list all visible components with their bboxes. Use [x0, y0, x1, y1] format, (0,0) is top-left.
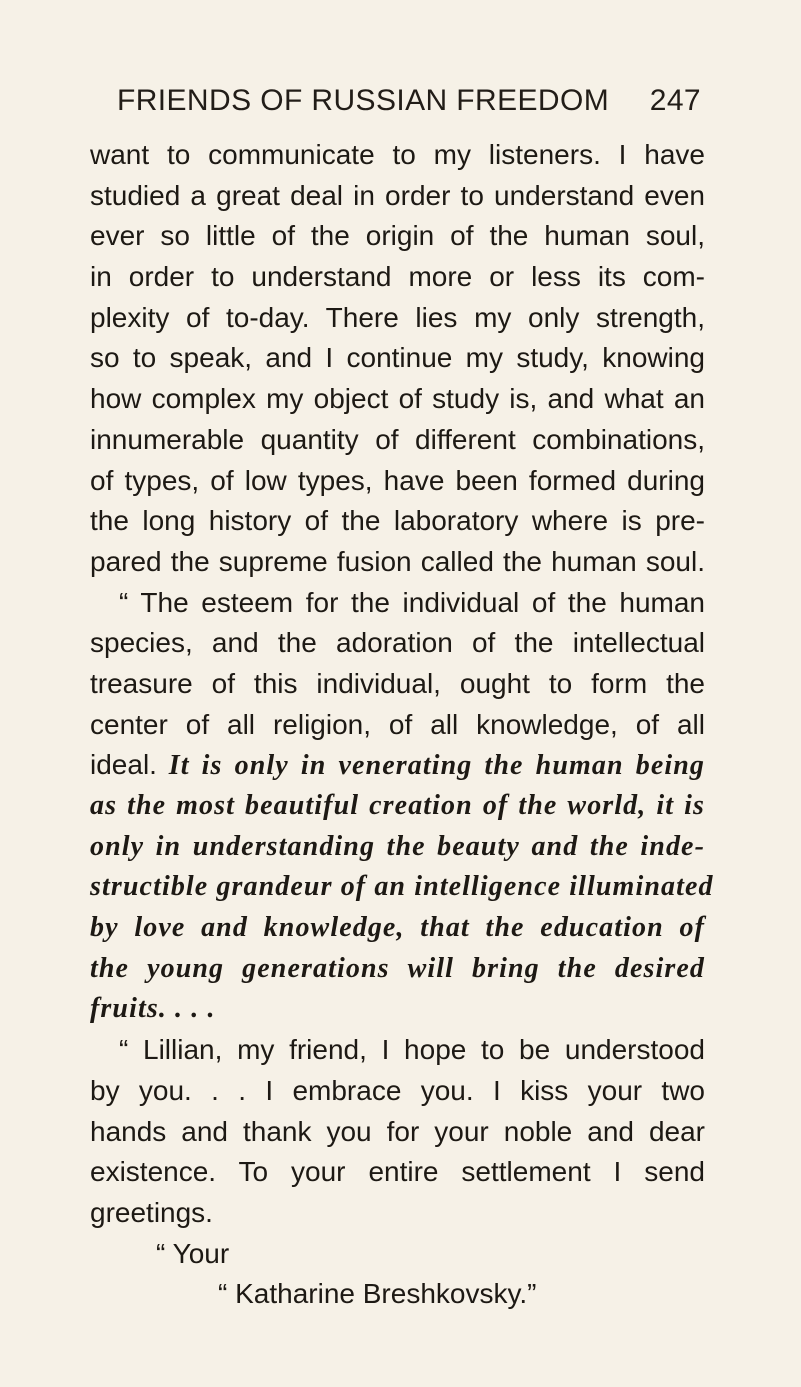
italic-line: structible grandeur of an intelligence illuminated — [90, 871, 714, 903]
text-line: greetings. — [90, 1196, 213, 1228]
text-line: want to communicate to my listeners. I have — [90, 139, 705, 170]
text-line: how complex my object of study is, and what an — [90, 383, 705, 415]
text-line: species, and the adoration of the intellectual — [90, 627, 705, 659]
text-line: by you. . . I embrace you. I kiss your two — [90, 1074, 705, 1106]
plain-text-fragment: ideal. — [90, 749, 169, 781]
running-title: FRIENDS OF RUSSIAN FREEDOM — [117, 84, 610, 117]
text-line: hands and thank you for your noble and dear — [90, 1115, 705, 1147]
signature-line: “ Katharine Breshkovsky.” — [218, 1278, 537, 1310]
text-line: ever so little of the origin of the human soul, — [90, 220, 705, 252]
paragraph-start-line: “ The esteem for the individual of the human — [119, 586, 705, 618]
mixed-style-line — [90, 745, 705, 786]
italic-text-fragment: It is only in venerating the human being — [168, 750, 705, 782]
text-line: so to speak, and I continue my study, knowing — [90, 342, 705, 374]
italic-line: the young generations will bring the desired — [90, 952, 705, 984]
italic-line: as the most beautiful creation of the world, it is — [90, 790, 705, 821]
text-line: innumerable quantity of different combinations, — [90, 423, 705, 455]
salutation-line: “ Your — [156, 1237, 230, 1269]
text-line: of types, of low types, have been formed during — [90, 464, 705, 496]
text-line: in order to understand more or less its com- — [90, 261, 705, 293]
italic-line: by love and knowledge, that the education of — [90, 912, 705, 944]
text-line: the long history of the laboratory where is pre- — [90, 505, 705, 537]
text-line: plexity of to-day. There lies my only strength, — [90, 301, 705, 333]
text-line: pared the supreme fusion called the human soul. — [90, 545, 705, 577]
text-line: studied a great deal in order to understand even — [90, 179, 705, 211]
paragraph-start-line: “ Lillian, my friend, I hope to be understood — [119, 1034, 705, 1066]
text-line: treasure of this individual, ought to form the — [90, 667, 705, 699]
text-line: existence. To your entire settlement I send — [90, 1156, 705, 1188]
page-number: 247 — [649, 84, 701, 117]
italic-line: only in understanding the beauty and the inde- — [90, 830, 705, 862]
text-line: center of all religion, of all knowledge, of all — [90, 708, 705, 740]
body-text — [90, 135, 714, 1315]
italic-line: fruits. . . . — [90, 993, 216, 1025]
